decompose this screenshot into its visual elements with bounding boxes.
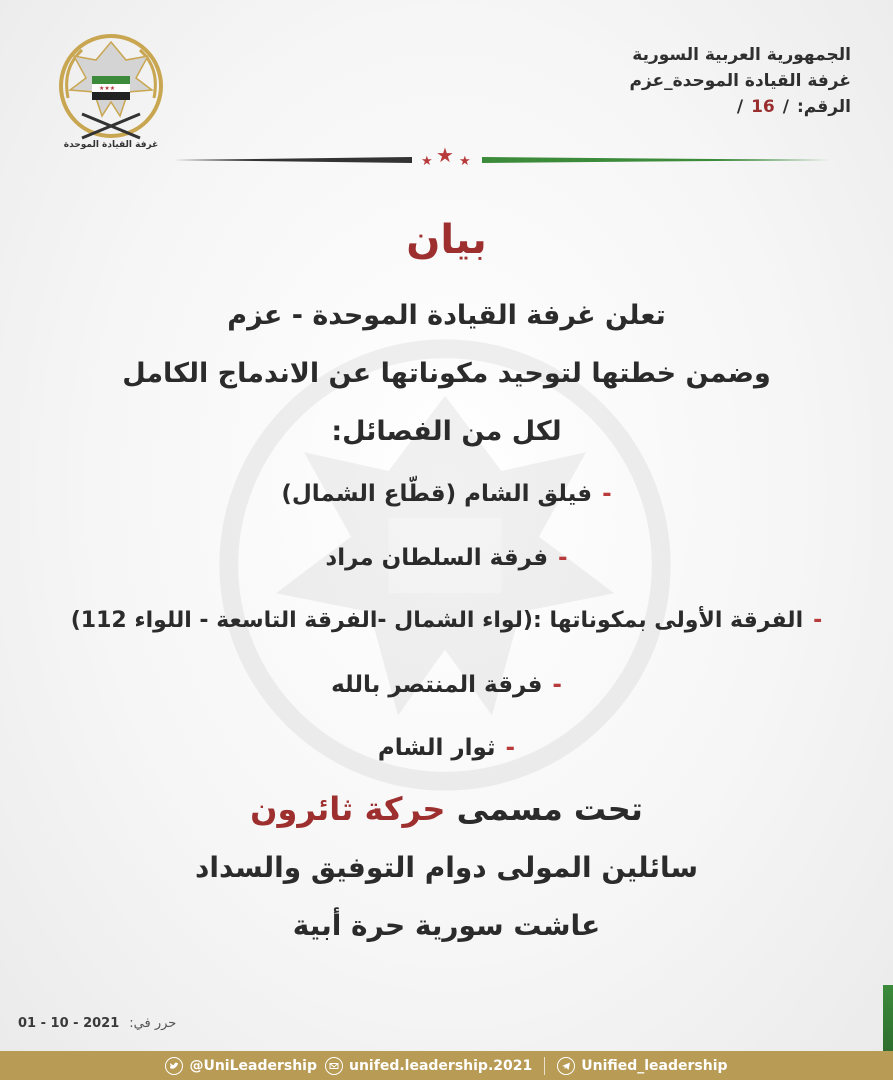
faction-item	[0, 540, 893, 576]
faction-item	[0, 603, 893, 639]
footer-bar	[0, 1051, 893, 1080]
twitter-link[interactable]	[165, 1057, 317, 1075]
eagle-emblem-icon	[48, 28, 174, 154]
body-line: لكل من الفصائل:	[331, 416, 562, 447]
new-name: حركة ثائرون	[250, 790, 446, 828]
faction-name: فرقة السلطان مراد	[325, 545, 549, 571]
issue-date	[18, 1016, 176, 1031]
header-block	[491, 42, 851, 120]
side-stripe	[883, 985, 893, 1051]
email-link[interactable]	[325, 1057, 532, 1075]
faction-name: فيلق الشام (قطّاع الشمال)	[281, 481, 593, 507]
twitter-icon	[165, 1057, 183, 1075]
faction-name: الفرقة الأولى بمكوناتها :(لواء الشمال -الفرقة التاسعة - اللواء 112)	[70, 608, 804, 633]
telegram-link[interactable]	[557, 1057, 727, 1075]
date-label: حرر في:	[129, 1016, 177, 1031]
body-line: عاشت سورية حرة أبية	[292, 909, 601, 942]
body-line: سائلين المولى دوام التوفيق والسداد	[194, 851, 699, 884]
faction-name: ثوار الشام	[377, 735, 496, 761]
item-dash: -	[558, 545, 568, 571]
footer-links	[0, 1051, 893, 1080]
svg-text:★: ★	[436, 143, 454, 167]
logo-caption: غرفة القيادة الموحدة	[63, 140, 159, 150]
date-value: 01 - 10 - 2021	[18, 1016, 120, 1031]
reference-slash: /	[782, 97, 789, 117]
new-name-line	[0, 786, 893, 832]
twitter-handle: @UniLeadership	[189, 1057, 317, 1074]
faction-item	[0, 730, 893, 766]
reference-slash: /	[736, 97, 744, 117]
faction-name: فرقة المنتصر بالله	[331, 672, 543, 698]
new-name-prefix: تحت مسمى	[456, 790, 643, 828]
svg-text:★: ★	[459, 154, 471, 169]
body-line: تعلن غرفة القيادة الموحدة - عزم	[227, 300, 666, 331]
faction-item	[0, 476, 893, 512]
telegram-icon	[557, 1057, 575, 1075]
item-dash: -	[552, 672, 562, 698]
item-dash: -	[813, 608, 823, 633]
svg-text:★: ★	[421, 154, 433, 169]
reference-line	[491, 94, 851, 120]
organization-name: غرفة القيادة الموحدة_عزم	[629, 71, 851, 91]
country-name: الجمهورية العربية السورية	[632, 45, 851, 65]
body-line: وضمن خطتها لتوحيد مكوناتها عن الاندماج الكامل	[122, 358, 771, 389]
faction-item	[0, 667, 893, 703]
header-divider	[64, 140, 830, 170]
item-dash: -	[602, 481, 612, 507]
reference-label: الرقم:	[796, 97, 851, 117]
item-dash: -	[505, 735, 516, 761]
reference-number: 16	[751, 97, 775, 117]
email-icon	[325, 1057, 343, 1075]
telegram-handle: Unified_leadership	[581, 1057, 728, 1074]
svg-text:★★★: ★★★	[99, 85, 116, 92]
footer-separator	[544, 1057, 545, 1075]
email-address: unifed.leadership.2021	[349, 1057, 533, 1074]
page-title: بيان	[406, 217, 487, 263]
